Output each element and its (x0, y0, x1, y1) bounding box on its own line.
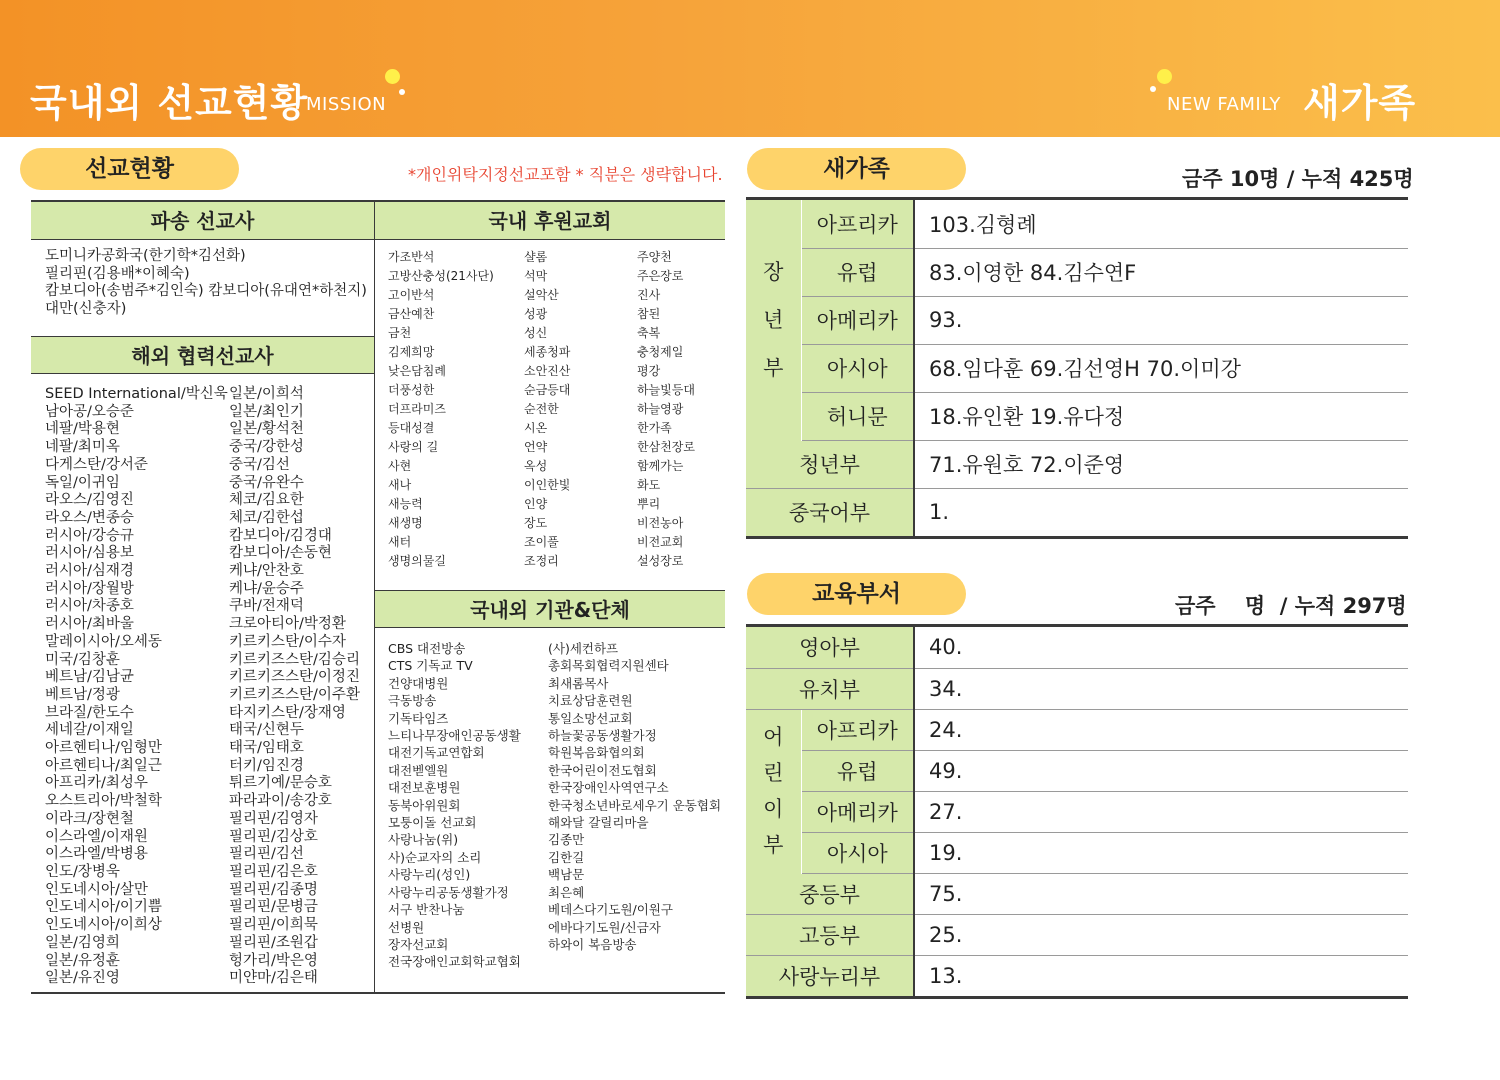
list-item: 인도네시아/살만 (45, 881, 148, 898)
list-item: 러시아/최바울 (45, 616, 134, 633)
mission-note: *개인위탁지정선교포함 * 직분은 생략합니다. (408, 165, 723, 184)
list-item: 해와달 갈릴리마을 (548, 815, 649, 831)
list-item: 성광 (524, 307, 548, 321)
dot-icon (399, 89, 405, 95)
org-header: 국내외 기관&단체 (375, 590, 725, 628)
dispatched-list (45, 248, 367, 319)
list-item: 러시아/장월방 (45, 580, 134, 597)
list-item: 대전기독교연합회 (388, 745, 485, 761)
list-item: 베트남/정광 (45, 686, 120, 703)
list-item: 금산예찬 (388, 307, 435, 321)
list-item: 사랑누리(성인) (388, 867, 471, 883)
row-label: 아메리카 (801, 791, 914, 832)
list-item: 김한길 (548, 849, 585, 865)
list-item: 아르헨티나/최일근 (45, 757, 162, 774)
list-item: 세네갈/이재일 (45, 722, 134, 739)
list-item: 사)순교자의 소리 (388, 849, 482, 865)
list-item: 치료상담훈련원 (548, 693, 633, 709)
list-item: 더프라미즈 (388, 402, 446, 416)
list-item: 주양천 (637, 250, 672, 264)
domestic-list-col1 (388, 248, 494, 571)
list-item: 필리핀/김종명 (229, 881, 318, 898)
list-item: 생명의물길 (388, 554, 446, 568)
list-item: 장자선교회 (388, 936, 449, 952)
list-item: 세종청파 (524, 345, 571, 359)
list-item: 학원복음화협의회 (548, 745, 645, 761)
list-item: 한국청소년바로세우기 운동협회 (548, 797, 722, 813)
list-item: 사랑누리공동생활가정 (388, 884, 509, 900)
page-title-right: 새가족 (1303, 81, 1417, 125)
list-item: 기독타임즈 (388, 710, 449, 726)
list-item: 충청제일 (637, 345, 684, 359)
list-item: 참된 (637, 307, 661, 321)
list-item: 선병원 (388, 919, 425, 935)
list-item: 일본/이희석 (229, 386, 304, 402)
list-item: 에바다기도원/신금자 (548, 919, 661, 935)
list-item: 이스라엘/이재원 (45, 828, 148, 845)
list-item: 러시아/심재경 (45, 563, 134, 580)
list-item: 타지키스탄/장재영 (229, 704, 346, 721)
list-item: 낮은담침례 (388, 364, 446, 378)
dispatched-header: 파송 선교사 (31, 202, 374, 240)
list-item: 김종만 (548, 832, 585, 848)
list-item: 일본/최인기 (229, 403, 304, 420)
list-item: 네팔/박용현 (45, 421, 120, 438)
row-label: 아메리카 (801, 296, 914, 344)
list-item: 총회목회협력지원센타 (548, 658, 669, 674)
list-item: 베데스다기도원/이원구 (548, 902, 673, 918)
list-item: 인도네시아/이기쁨 (45, 899, 162, 916)
list-item: 등대성결 (388, 421, 435, 435)
dot-icon (385, 69, 400, 84)
row-value: 1. (914, 488, 1408, 536)
list-item: 순전한 (524, 402, 559, 416)
newfamily-count: 금주 10명 / 누적 425명 (1182, 167, 1414, 191)
overseas-list-col1 (45, 386, 228, 988)
row-label: 아프리카 (801, 709, 914, 750)
group-cell-children (746, 709, 801, 873)
header-banner (0, 0, 1500, 137)
row-value: 13. (914, 955, 1408, 996)
list-item: 극동방송 (388, 693, 437, 709)
newfamily-pill: 새가족 (747, 148, 966, 190)
list-item: 사현 (388, 459, 412, 473)
list-item: 금천 (388, 326, 412, 340)
list-item: 남아공/오승준 (45, 403, 134, 420)
row-value: 71.유원호 72.이준영 (914, 440, 1408, 488)
list-item: 고이반석 (388, 288, 435, 302)
list-item: 도미니카공화국(한기학*김선화) (45, 248, 246, 264)
list-item: 전국장애인교회학교협회 (388, 954, 521, 970)
list-item: 키르키즈스탄/이정진 (229, 669, 360, 686)
list-item: 필리핀/문병금 (229, 899, 318, 916)
list-item: 건양대병원 (388, 675, 449, 691)
education-count: 금주 명 / 누적 297명 (1175, 594, 1407, 618)
page-subtitle-right: NEW FAMILY (1167, 94, 1281, 115)
list-item: CTS 기독교 TV (388, 658, 473, 674)
list-item: 서구 반찬나눔 (388, 902, 465, 918)
list-item: 대전보훈병원 (388, 780, 461, 796)
list-item: 최은혜 (548, 884, 585, 900)
list-item: 다게스탄/강서준 (45, 456, 148, 473)
list-item: 느티나무장애인공동생활 (388, 728, 521, 744)
row-value: 27. (914, 791, 1408, 832)
list-item: 사랑의 길 (388, 440, 439, 454)
list-item: 브라질/한도수 (45, 704, 134, 721)
list-item: 아르헨티나/임형만 (45, 740, 162, 757)
row-label: 중국어부 (746, 488, 914, 536)
list-item: 필리핀/조원갑 (229, 934, 318, 951)
list-item: 러시아/심용보 (45, 545, 134, 562)
list-item: 네팔/최미옥 (45, 439, 120, 456)
list-item: 태국/임태호 (229, 740, 304, 757)
overseas-header: 해외 협력선교사 (31, 336, 374, 374)
row-value: 18.유인환 19.유다정 (914, 392, 1408, 440)
list-item: 뿌리 (637, 497, 661, 511)
list-item: 필리핀/김은호 (229, 863, 318, 880)
list-item: 케냐/안찬호 (229, 563, 304, 580)
row-label: 아프리카 (801, 200, 914, 248)
page-subtitle: MISSION (306, 94, 387, 115)
list-item: 한가족 (637, 421, 672, 435)
page-title: 국내외 선교현황 (30, 81, 309, 125)
list-item: 성신 (524, 326, 548, 340)
newfamily-table (746, 197, 1408, 539)
list-item: 독일/이귀임 (45, 474, 120, 491)
list-item: 평강 (637, 364, 661, 378)
row-value: 83.이영한 84.김수연F (914, 248, 1408, 296)
list-item: 함께가는 (637, 459, 684, 473)
list-item: 태국/신현두 (229, 722, 304, 739)
list-item: 조이풀 (524, 535, 559, 549)
list-item: 하늘꽃공동생활가정 (548, 728, 657, 744)
list-item: 필리핀(김용배*이혜숙) (45, 265, 190, 282)
list-item: 가조반석 (388, 250, 435, 264)
row-label: 아시아 (801, 344, 914, 392)
list-item: 튀르기예/문승호 (229, 775, 332, 792)
overseas-list-col2 (229, 386, 360, 988)
list-item: 캄보디아/김경대 (229, 527, 332, 544)
list-item: 화도 (637, 478, 661, 492)
mission-pill: 선교현황 (20, 148, 239, 190)
mission-panel (31, 200, 725, 994)
list-item: 러시아/강승규 (45, 527, 134, 544)
list-item: 쿠바/전재덕 (229, 598, 304, 615)
list-item: 설성장로 (637, 554, 684, 568)
dot-icon (1150, 86, 1156, 92)
list-item: 새터 (388, 535, 412, 549)
row-value: 34. (914, 668, 1408, 709)
list-item: 인양 (524, 497, 548, 511)
list-item: 파라과이/송강호 (229, 793, 332, 810)
list-item: 아프리카/최성우 (45, 775, 148, 792)
list-item: 축복 (637, 326, 661, 340)
row-value: 93. (914, 296, 1408, 344)
list-item: 새능력 (388, 497, 423, 511)
list-item: 중국/김선 (229, 456, 290, 473)
list-item: 필리핀/이희묵 (229, 917, 318, 934)
list-item: 일본/유진영 (45, 970, 120, 987)
row-label: 유럽 (801, 750, 914, 791)
list-item: 사랑나눔(위) (388, 832, 459, 848)
list-item: 모퉁이돌 선교회 (388, 815, 477, 831)
list-item: 샬롬 (524, 250, 548, 264)
list-item: 필리핀/김선 (229, 846, 304, 863)
list-item: 이인한빛 (524, 478, 571, 492)
list-item: 조정리 (524, 554, 559, 568)
list-item: 미얀마/김은태 (229, 970, 318, 987)
list-item: 이스라엘/박병용 (45, 846, 148, 863)
row-value: 49. (914, 750, 1408, 791)
list-item: 인도네시아/이희상 (45, 917, 162, 934)
list-item: 중국/강한성 (229, 439, 304, 456)
row-label: 사랑누리부 (746, 955, 914, 996)
row-label: 허니문 (801, 392, 914, 440)
list-item: 헝가리/박은영 (229, 952, 318, 969)
education-table (746, 624, 1408, 999)
group-label: 장 년 부 (763, 260, 784, 380)
list-item: 장도 (524, 516, 548, 530)
org-list-col2 (548, 640, 721, 953)
list-item: 설악산 (524, 288, 559, 302)
dot-icon (1157, 69, 1172, 84)
list-item: 더풍성한 (388, 383, 435, 397)
list-item: 한삼천장로 (637, 440, 695, 454)
row-label: 중등부 (746, 873, 914, 914)
list-item: 일본/김영희 (45, 934, 120, 951)
list-item: (사)세컨하프 (548, 641, 619, 656)
org-list-col1 (388, 640, 521, 971)
list-item: 라오스/김영진 (45, 492, 134, 509)
list-item: 오스트리아/박철학 (45, 793, 162, 810)
list-item: 비전농아 (637, 516, 684, 530)
list-item: 새나 (388, 478, 412, 492)
row-label: 청년부 (746, 440, 914, 488)
list-item: 최새롬목사 (548, 675, 609, 691)
list-item: 김제희망 (388, 345, 435, 359)
list-item: 하와이 복음방송 (548, 936, 637, 952)
list-item: 필리핀/김영자 (229, 810, 318, 827)
domestic-list-col3 (637, 248, 695, 571)
list-item: 일본/유정훈 (45, 952, 120, 969)
row-value: 103.김형례 (914, 200, 1408, 248)
list-item: 한국어린이전도협회 (548, 762, 657, 778)
row-label: 유치부 (746, 668, 914, 709)
list-item: CBS 대전방송 (388, 641, 466, 656)
list-item: 미국/김창훈 (45, 651, 120, 668)
list-item: 한국장애인사역연구소 (548, 780, 669, 796)
list-item: SEED International/박신욱 (45, 386, 228, 402)
list-item: 체코/김한섭 (229, 509, 304, 526)
list-item: 고방산충성(21사단) (388, 269, 494, 283)
group-cell-adult (746, 200, 801, 440)
list-item: 새생명 (388, 516, 423, 530)
row-value: 24. (914, 709, 1408, 750)
row-value: 40. (914, 627, 1408, 668)
list-item: 러시아/차종호 (45, 598, 134, 615)
list-item: 케냐/윤승주 (229, 580, 304, 597)
row-value: 19. (914, 832, 1408, 873)
list-item: 인도/장병욱 (45, 863, 120, 880)
domestic-header: 국내 후원교회 (375, 202, 725, 240)
list-item: 키르키즈스탄/김승리 (229, 651, 360, 668)
domestic-list-col2 (524, 248, 570, 571)
list-item: 대전벧엘원 (388, 762, 449, 778)
list-item: 대만(신충자) (45, 301, 127, 318)
list-item: 하늘영광 (637, 402, 684, 416)
list-item: 하늘빛등대 (637, 383, 695, 397)
list-item: 베트남/김남균 (45, 669, 134, 686)
list-item: 일본/황석천 (229, 421, 304, 438)
row-label: 영아부 (746, 627, 914, 668)
list-item: 백남문 (548, 867, 585, 883)
list-item: 언약 (524, 440, 548, 454)
list-item: 이라크/장현철 (45, 810, 134, 827)
list-item: 비전교회 (637, 535, 684, 549)
list-item: 크로아티아/박정환 (229, 616, 346, 633)
row-value: 68.임다훈 69.김선영H 70.이미강 (914, 344, 1408, 392)
row-label: 고등부 (746, 914, 914, 955)
list-item: 통일소망선교회 (548, 710, 633, 726)
row-label: 아시아 (801, 832, 914, 873)
list-item: 동북아위원회 (388, 797, 461, 813)
list-item: 소안진산 (524, 364, 571, 378)
list-item: 키르키스탄/이수자 (229, 633, 346, 650)
list-item: 진사 (637, 288, 661, 302)
row-value: 75. (914, 873, 1408, 914)
list-item: 필리핀/김상호 (229, 828, 318, 845)
list-item: 순금등대 (524, 383, 571, 397)
list-item: 키르키즈스탄/이주환 (229, 686, 360, 703)
list-item: 라오스/변종승 (45, 509, 134, 526)
list-item: 터키/임진경 (229, 757, 304, 774)
row-label: 유럽 (801, 248, 914, 296)
list-item: 말레이시아/오세동 (45, 633, 162, 650)
list-item: 체코/김요한 (229, 492, 304, 509)
list-item: 주은장로 (637, 269, 684, 283)
row-value: 25. (914, 914, 1408, 955)
list-item: 캄보디아(송범주*김인숙) 캄보디아(유대연*하천지) (45, 283, 367, 300)
list-item: 시온 (524, 421, 548, 435)
education-pill: 교육부서 (747, 573, 966, 615)
list-item: 옥성 (524, 459, 548, 473)
list-item: 석막 (524, 269, 548, 283)
list-item: 캄보디아/손동현 (229, 545, 332, 562)
list-item: 중국/유완수 (229, 474, 304, 491)
group-label: 어 린 이 부 (763, 725, 784, 858)
